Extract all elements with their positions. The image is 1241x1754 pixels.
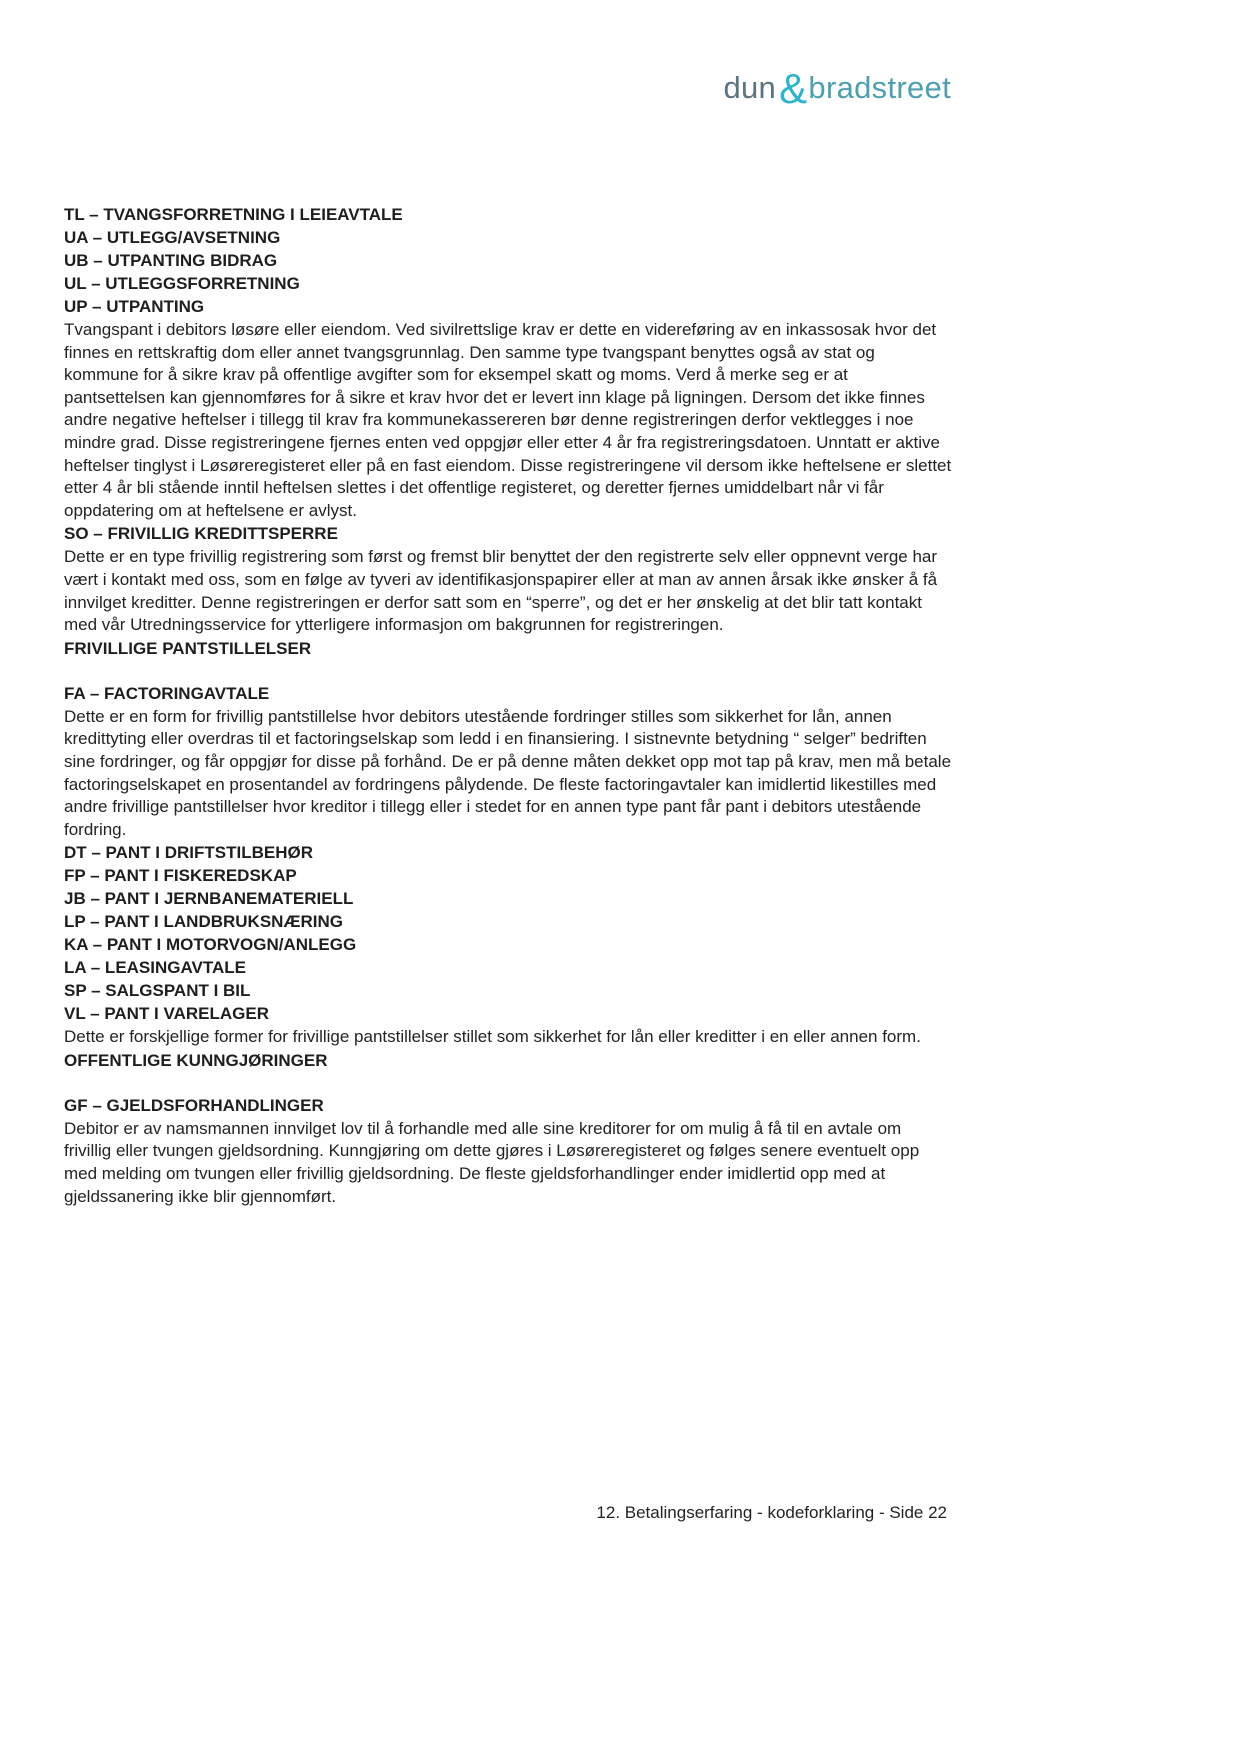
code-heading-ua: UA – UTLEGG/AVSETNING [64, 228, 281, 247]
code-heading-jb: JB – PANT I JERNBANEMATERIELL [64, 889, 354, 909]
paragraph-kredittsperre: Dette er en type frivillig registrering som først og fremst blir benyttet der den registrerte selv eller oppnevnt verge har vært i kontakt med oss, som en følge av tyveri av identifikasjonspapirer eller at man av annen årsak ikke ønsker å få innvilget kreditter. Denne registreringen er derfor satt som en “sperre”, og det er her ønskelig at det blir tatt kontakt med vår Utredningsservice for ytterligere informasjon om bakgrunnen for registreringen. [64, 547, 938, 635]
logo-word-bradstreet: bradstreet [808, 70, 951, 105]
code-heading-ub: UB – UTPANTING BIDRAG [64, 251, 278, 270]
code-heading-lp: LP – PANT I LANDBRUKSNÆRING [64, 912, 343, 932]
paragraph-factoringavtale: Dette er en form for frivillig pantstillelse hvor debitors utestående fordringer stilles som sikkerhet for lån, annen kredittyting eller overdras til et factoringselskap som ledd i en finansiering. I sistnevnte betydning “ selger” bedriften sine fordringer, og får oppgjør for disse på forhånd. De er på denne måten dekket opp mot tap på krav, men må betale factoringselskapet en prosentandel av fordringens pålydende. De fleste factoringavtaler kan imidlertid likestilles med andre frivillige pantstillelser hvor kreditor i tillegg eller i stedet for en annen type pant får pant i debitors utestående fordring. [64, 706, 952, 839]
code-heading-sp: SP – SALGSPANT I BIL [64, 981, 251, 1001]
code-heading-tl: TL – TVANGSFORRETNING I LEIEAVTALE [64, 205, 403, 224]
page-footer [596, 1502, 947, 1524]
code-heading-group-tvangsforretninger [64, 203, 952, 318]
paragraph-tvangspant: Tvangspant i debitors løsøre eller eiendom. Ved sivilrettslige krav er dette en videreføring av en inkassosak hvor det finnes en rettskraftig dom eller annet tvangsgrunnlag. Den samme type tvangspant benyttes også av stat og kommune for å sikre krav på offentlige avgifter som for eksempel skatt og moms. Verd å merke seg er at pantsettelsen kan gjennomføres for å sikre et krav hvor det er levert inn klage på ligningen. Dersom det ikke finnes andre negative heftelser i tillegg til krav fra kommunekassereren bør denne registreringen derfor vektlegges i noe mindre grad. Disse registreringene fjernes enten ved oppgjør eller etter 4 år fra registreringsdatoen. Unntatt er aktive heftelser tinglyst i Løsøreregisteret eller på en fast eiendom. Disse registreringene vil dersom ikke heftelsene er slettet etter 4 år bli stående inntil heftelsen slettes i det offentlige registeret, og deretter fjernes umiddelbart når vi får oppdatering om at heftelsene er avlyst. [64, 320, 952, 520]
section-title-frivillige-pantstillelser: FRIVILLIGE PANTSTILLELSER [64, 638, 312, 658]
dun-bradstreet-logo [723, 65, 951, 112]
code-heading-fp: FP – PANT I FISKEREDSKAP [64, 866, 297, 886]
code-heading-ul: UL – UTLEGGSFORRETNING [64, 274, 300, 293]
section-title-offentlige-kunngjoringer: OFFENTLIGE KUNNGJØRINGER [64, 1050, 328, 1070]
logo-ampersand-icon: & [779, 65, 808, 112]
page-footer-text: 12. Betalingserfaring - kodeforklaring - Side 22 [596, 1503, 947, 1522]
code-heading-la: LA – LEASINGAVTALE [64, 958, 246, 978]
code-heading-gf: GF – GJELDSFORHANDLINGER [64, 1095, 324, 1115]
logo-word-dun: dun [723, 70, 777, 105]
code-heading-so: SO – FRIVILLIG KREDITTSPERRE [64, 524, 338, 544]
code-heading-group-pant [64, 841, 952, 1025]
paragraph-frivillige-pantstillelser: Dette er forskjellige former for frivillige pantstillelser stillet som sikkerhet for lån eller kreditter i en eller annen form. [64, 1027, 921, 1047]
code-heading-dt: DT – PANT I DRIFTSTILBEHØR [64, 843, 314, 863]
paragraph-gjeldsforhandlinger: Debitor er av namsmannen innvilget lov til å forhandle med alle sine kreditorer for om mulig å få til en avtale om frivillig eller tvungen gjeldsordning. Kunngjøring om dette gjøres i Løsøreregisteret og følges senere eventuelt opp med melding om tvungen eller frivillig gjeldsordning. De fleste gjeldsforhandlinger ender imidlertid opp med at gjeldssanering ikke blir gjennomført. [64, 1118, 920, 1206]
document-content [64, 203, 952, 1208]
code-heading-fa: FA – FACTORINGAVTALE [64, 683, 270, 703]
code-heading-vl: VL – PANT I VARELAGER [64, 1004, 269, 1024]
code-heading-ka: KA – PANT I MOTORVOGN/ANLEGG [64, 935, 357, 955]
code-heading-up: UP – UTPANTING [64, 297, 205, 316]
